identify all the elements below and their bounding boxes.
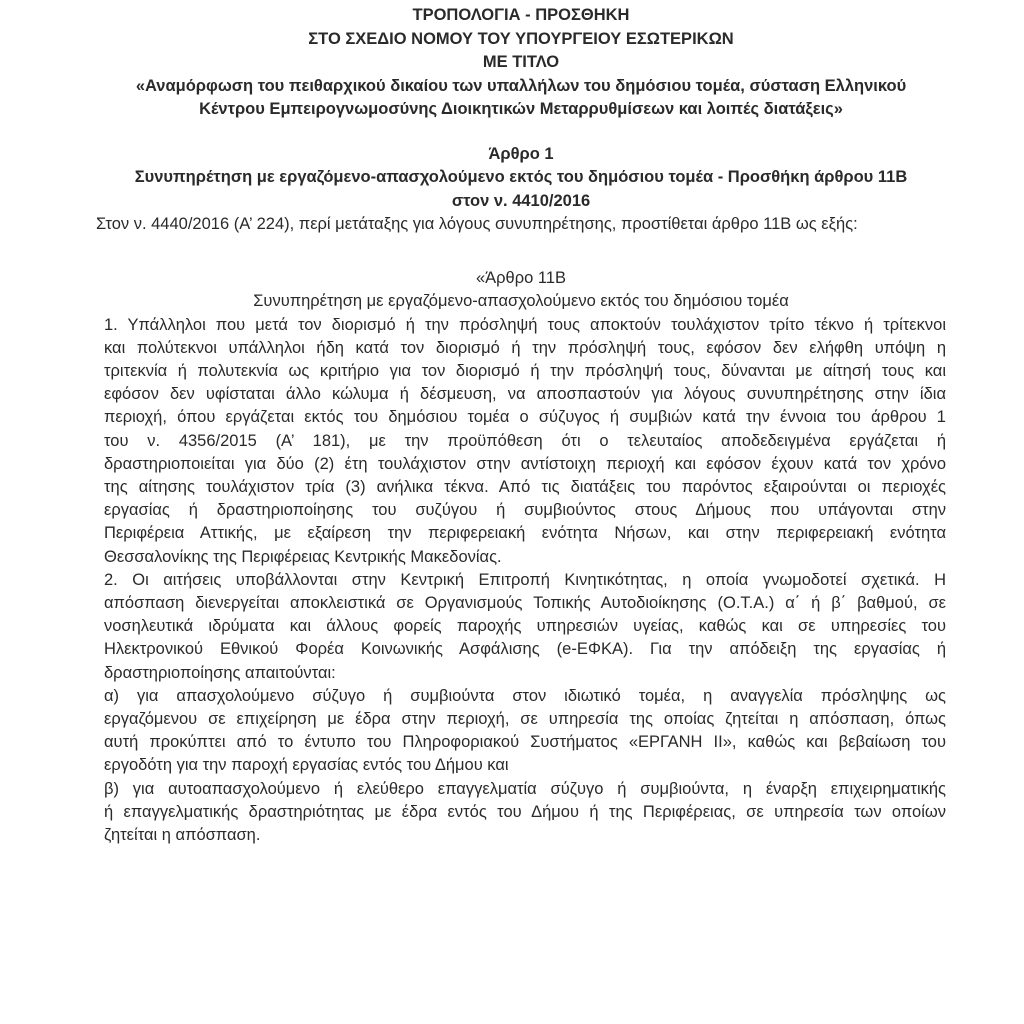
paragraph-line: περιοχή, όπου εργάζεται εκτός του δημόσιου τομέα ο σύζυγος ή συμβιών κατά την έννοια του άρθρου 1 (104, 408, 946, 427)
paragraph-line: εργασίας ή δραστηριοποίησης του συζύγου ή συμβιούντος στους Δήμους που υπάγονται στην (104, 501, 946, 520)
document-heading-line: Κέντρου Εμπειρογνωμοσύνης Διοικητικών Μεταρρυθμίσεων και λοιπές διατάξεις» (199, 100, 843, 118)
paragraph-line: της αίτησης τουλάχιστον τρία (3) ανήλικα τέκνα. Από τις διατάξεις του παρόντος εξαιρούνται οι περιοχές (104, 477, 946, 496)
article-intro: Στον ν. 4440/2016 (Α’ 224), περί μετάταξης για λόγους συνυπηρέτησης, προστίθεται άρθρο 11Β ως εξής: (96, 215, 858, 233)
quoted-article-subtitle: Συνυπηρέτηση με εργαζόμενο-απασχολούμενο εκτός του δημόσιου τομέα (253, 292, 789, 310)
document-heading-line: ΤΡΟΠΟΛΟΓΙΑ - ΠΡΟΣΘΗΚΗ (412, 6, 630, 24)
paragraph-line: του ν. 4356/2015 (Α’ 181), με την προϋπόθεση ότι ο τελευταίος αποδεδειγμένα εργάζεται ή (104, 431, 946, 450)
paragraph-line: 2. Οι αιτήσεις υποβάλλονται στην Κεντρική Επιτροπή Κινητικότητας, η οποία γνωμοδοτεί σχετικά. Η (104, 570, 946, 589)
paragraph-line: νοσηλευτικά ιδρύματα και άλλους φορείς παροχής υπηρεσιών υγείας, καθώς και σε υπηρεσίες του (104, 617, 946, 636)
paragraph-line: εργαζόμενου σε επιχείρηση με έδρα στην περιοχή, σε υπηρεσία της οποίας ζητείται η απόσπαση, όπως (104, 709, 946, 728)
item-a (96, 685, 946, 778)
article-subtitle-line: στον ν. 4410/2016 (451, 191, 591, 210)
document-heading-line: ΜΕ ΤΙΤΛΟ (482, 53, 560, 71)
item-b (96, 778, 946, 848)
quoted-article-title: «Άρθρο 11Β (475, 268, 567, 287)
paragraph-line: εφόσον δεν υφίσταται άλλο κώλυμα ή δέσμευση, να αποσπαστούν για λόγους συνυπηρέτησης στην ίδια (104, 385, 946, 404)
paragraph-line: α) για απασχολούμενο σύζυγο ή συμβιούντα στον ιδιωτικό τομέα, η αναγγελία πρόσληψης ως (104, 686, 946, 705)
paragraph-1 (96, 314, 946, 569)
document-heading-line: «Αναμόρφωση του πειθαρχικού δικαίου των υπαλλήλων του δημόσιου τομέα, σύσταση Ελληνικού (135, 76, 907, 95)
paragraph-line: και πολύτεκνοι υπάλληλοι ήδη κατά τον διορισμό ή την πρόσληψή τους, εφόσον δεν ελήφθη υπόψη η (104, 338, 946, 357)
paragraph-line: Ηλεκτρονικού Εθνικού Φορέα Κοινωνικής Ασφάλισης (e-ΕΦΚΑ). Για την απόδειξη της εργασίας ή (104, 640, 946, 659)
article-title: Άρθρο 1 (488, 144, 554, 163)
document-heading-line: ΣΤΟ ΣΧΕΔΙΟ ΝΟΜΟΥ ΤΟΥ ΥΠΟΥΡΓΕΙΟΥ ΕΣΩΤΕΡΙΚΩΝ (308, 29, 734, 48)
paragraph-line: δραστηριοποίησης απαιτούνται: (104, 663, 336, 682)
paragraph-line: Περιφέρεια Αττικής, με εξαίρεση την περιφερειακή ενότητα Νήσων, και στην περιφερειακή ενότητα (104, 524, 946, 543)
paragraph-2 (96, 569, 946, 685)
paragraph-line: αυτή προκύπτει από το έντυπο του Πληροφοριακού Συστήματος «ΕΡΓΑΝΗ ΙΙ», καθώς και βεβαίωση του (104, 733, 946, 752)
paragraph-line: Θεσσαλονίκης της Περιφέρειας Κεντρικής Μακεδονίας. (104, 547, 502, 566)
paragraph-line: ζητείται η απόσπαση. (104, 825, 261, 844)
paragraph-line: β) για αυτοαπασχολούμενο ή ελεύθερο επαγγελματία σύζυγο ή συμβιούντα, η έναρξη επιχειρηματικής (104, 779, 946, 798)
paragraph-line: εργοδότη για την παροχή εργασίας εντός του Δήμου και (104, 756, 509, 775)
paragraph-line: τριτεκνία ή πολυτεκνία ως κριτήριο για τον διορισμό ή την πρόσληψή τους, δύνανται με αίτησή τους και (104, 361, 946, 380)
document-title-block (96, 4, 946, 122)
paragraph-line: δραστηριοποιείται για δύο (2) έτη τουλάχιστον στην αντίστοιχη περιοχή και εφόσον έχουν κατά τον χρόνο (104, 454, 946, 473)
article-header (96, 143, 946, 214)
paragraph-line: απόσπαση διενεργείται αποκλειστικά σε Οργανισμούς Τοπικής Αυτοδιοίκησης (Ο.Τ.Α.) α΄ ή β΄ βαθμού, σε (104, 593, 946, 612)
article-subtitle-line: Συνυπηρέτηση με εργαζόμενο-απασχολούμενο εκτός του δημόσιου τομέα - Προσθήκη άρθρου 11Β (134, 168, 908, 186)
paragraph-line: 1. Υπάλληλοι που μετά τον διορισμό ή την πρόσληψή τους αποκτούν τουλάχιστον τρίτο τέκνο ή τρίτεκνοι (104, 315, 946, 334)
paragraph-line: ή επαγγελματικής δραστηριότητας με έδρα εντός του Δήμου ή της Περιφέρειας, σε υπηρεσία των οποίων (104, 802, 946, 821)
